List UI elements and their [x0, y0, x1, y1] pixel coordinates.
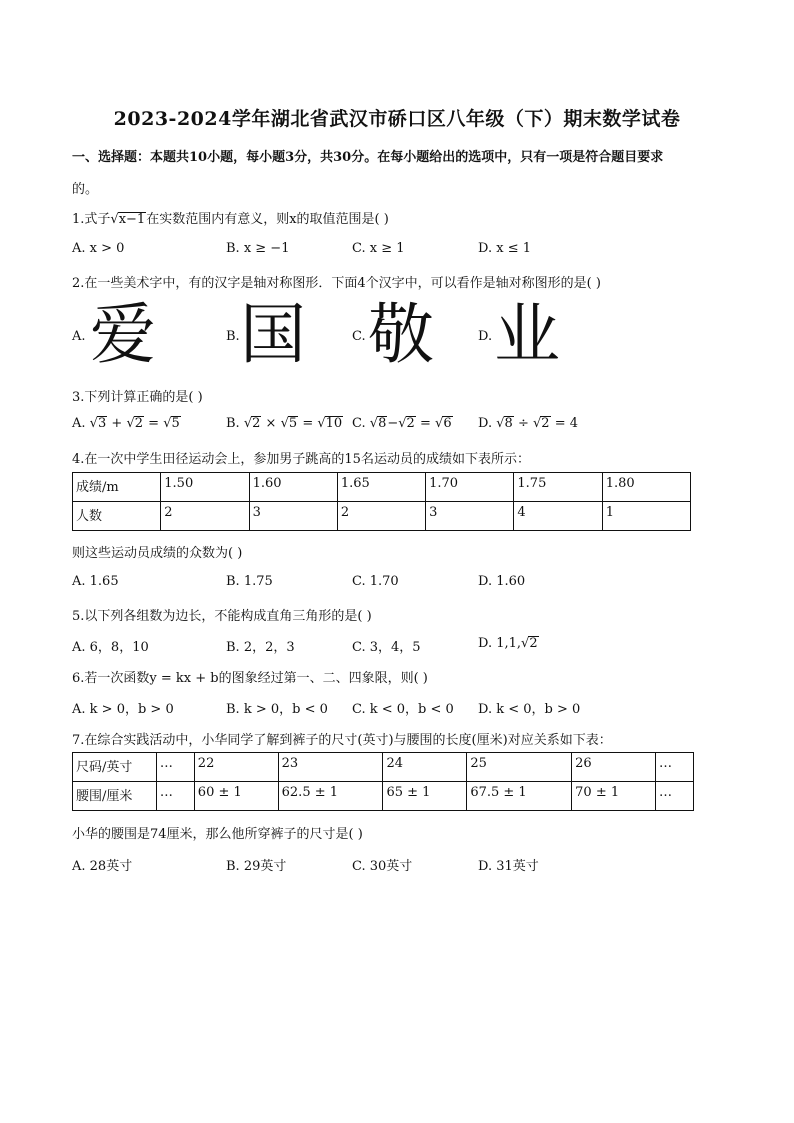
q7-option-a: A. 28英寸: [72, 859, 133, 874]
table-cell: 1.65: [337, 473, 425, 502]
table-row: [73, 473, 691, 502]
q6-option-c: C. k < 0，b < 0: [352, 702, 454, 717]
table-cell: 23: [278, 753, 383, 782]
table-cell: 1.60: [249, 473, 337, 502]
table-row: [73, 782, 694, 811]
q2-label-a: A.: [72, 329, 86, 344]
q4-option-a: A. 1.65: [72, 574, 119, 589]
page-title: 2023-2024学年湖北省武汉市硚口区八年级（下）期末数学试卷: [113, 108, 681, 130]
q2-char-d: 业: [494, 296, 560, 373]
question-5: 5.以下列各组数为边长，不能构成直角三角形的是( ): [72, 609, 372, 624]
table-cell: 尺码/英寸: [73, 753, 157, 782]
table-cell: 成绩/m: [73, 473, 161, 502]
table-cell: 3: [249, 502, 337, 531]
q1-text-pre: 1.式子: [72, 212, 111, 227]
question-3: 3.下列计算正确的是( ): [72, 390, 203, 405]
q3-option-a: A. √3 + √2 = √5: [72, 416, 180, 431]
table-row: [73, 502, 691, 531]
table-cell: 26: [572, 753, 656, 782]
table-cell: 1.75: [514, 473, 602, 502]
table-cell: …: [156, 753, 194, 782]
question-2: 2.在一些美术字中，有的汉字是轴对称图形．下面4个汉字中，可以看作是轴对称图形的是( ): [72, 276, 601, 291]
table-cell: 25: [467, 753, 572, 782]
q4-question: 则这些运动员成绩的众数为( ): [72, 546, 243, 561]
table-cell: 67.5 ± 1: [467, 782, 572, 811]
q2-label-d: D.: [478, 329, 493, 344]
q7-option-c: C. 30英寸: [352, 859, 413, 874]
section-heading-line1: 一、选择题：本题共10小题，每小题3分，共30分。在每小题给出的选项中，只有一项是符合题目要求: [72, 150, 664, 165]
q2-char-b: 国: [240, 296, 306, 373]
q4-option-c: C. 1.70: [352, 574, 399, 589]
q7-table: [72, 752, 694, 811]
table-cell: 24: [383, 753, 467, 782]
table-cell: 70 ± 1: [572, 782, 656, 811]
q1-option-d: D. x ≤ 1: [478, 241, 531, 256]
table-cell: 62.5 ± 1: [278, 782, 383, 811]
table-cell: …: [156, 782, 194, 811]
q2-char-c: 敬: [368, 296, 434, 373]
table-cell: 腰围/厘米: [73, 782, 157, 811]
q4-table: [72, 472, 691, 531]
table-cell: 人数: [73, 502, 161, 531]
table-row: [73, 753, 694, 782]
question-6: 6.若一次函数y = kx + b的图象经过第一、二、四象限，则( ): [72, 671, 428, 686]
q1-text-post: 在实数范围内有意义，则x的取值范围是( ): [146, 212, 389, 227]
q4-option-d: D. 1.60: [478, 574, 526, 589]
q1-option-a: A. x > 0: [72, 241, 125, 256]
q6-option-a: A. k > 0，b > 0: [72, 702, 174, 717]
table-cell: 1.80: [602, 473, 690, 502]
table-cell: 3: [426, 502, 514, 531]
q7-question: 小华的腰围是74厘米，那么他所穿裤子的尺寸是( ): [72, 827, 363, 842]
q3-option-b: B. √2 × √5 = √10: [226, 416, 343, 431]
q1-option-b: B. x ≥ −1: [226, 241, 290, 256]
question-7: 7.在综合实践活动中，小华同学了解到裤子的尺寸(英寸)与腰围的长度(厘米)对应关系如下表：: [72, 733, 612, 748]
q2-label-c: C.: [352, 329, 366, 344]
table-cell: 2: [337, 502, 425, 531]
table-cell: 1: [602, 502, 690, 531]
radical-sign: √: [110, 212, 119, 227]
q3-option-c: C. √8−√2 = √6: [352, 416, 452, 431]
q2-label-b: B.: [226, 329, 240, 344]
table-cell: 4: [514, 502, 602, 531]
q5-option-d: D. 1,1,√2: [478, 636, 538, 651]
q2-char-a: 爱: [90, 296, 156, 373]
question-4: 4.在一次中学生田径运动会上，参加男子跳高的15名运动员的成绩如下表所示：: [72, 452, 530, 467]
table-cell: …: [655, 753, 693, 782]
table-cell: 60 ± 1: [194, 782, 278, 811]
table-cell: …: [655, 782, 693, 811]
q6-option-b: B. k > 0，b < 0: [226, 702, 328, 717]
q1-radicand: x−1: [118, 212, 146, 227]
q3-option-d: D. √8 ÷ √2 = 4: [478, 416, 579, 431]
q7-option-d: D. 31英寸: [478, 859, 539, 874]
question-1: [72, 208, 389, 227]
q4-option-b: B. 1.75: [226, 574, 273, 589]
table-cell: 1.50: [161, 473, 249, 502]
table-cell: 22: [194, 753, 278, 782]
table-cell: 1.70: [426, 473, 514, 502]
q6-option-d: D. k < 0，b > 0: [478, 702, 581, 717]
table-cell: 65 ± 1: [383, 782, 467, 811]
q1-option-c: C. x ≥ 1: [352, 241, 405, 256]
table-cell: 2: [161, 502, 249, 531]
q5-option-c: C. 3，4，5: [352, 640, 421, 655]
q7-option-b: B. 29英寸: [226, 859, 287, 874]
section-heading-line2: 的。: [72, 182, 99, 197]
q5-option-a: A. 6，8，10: [72, 640, 149, 655]
q5-option-b: B. 2，2，3: [226, 640, 295, 655]
